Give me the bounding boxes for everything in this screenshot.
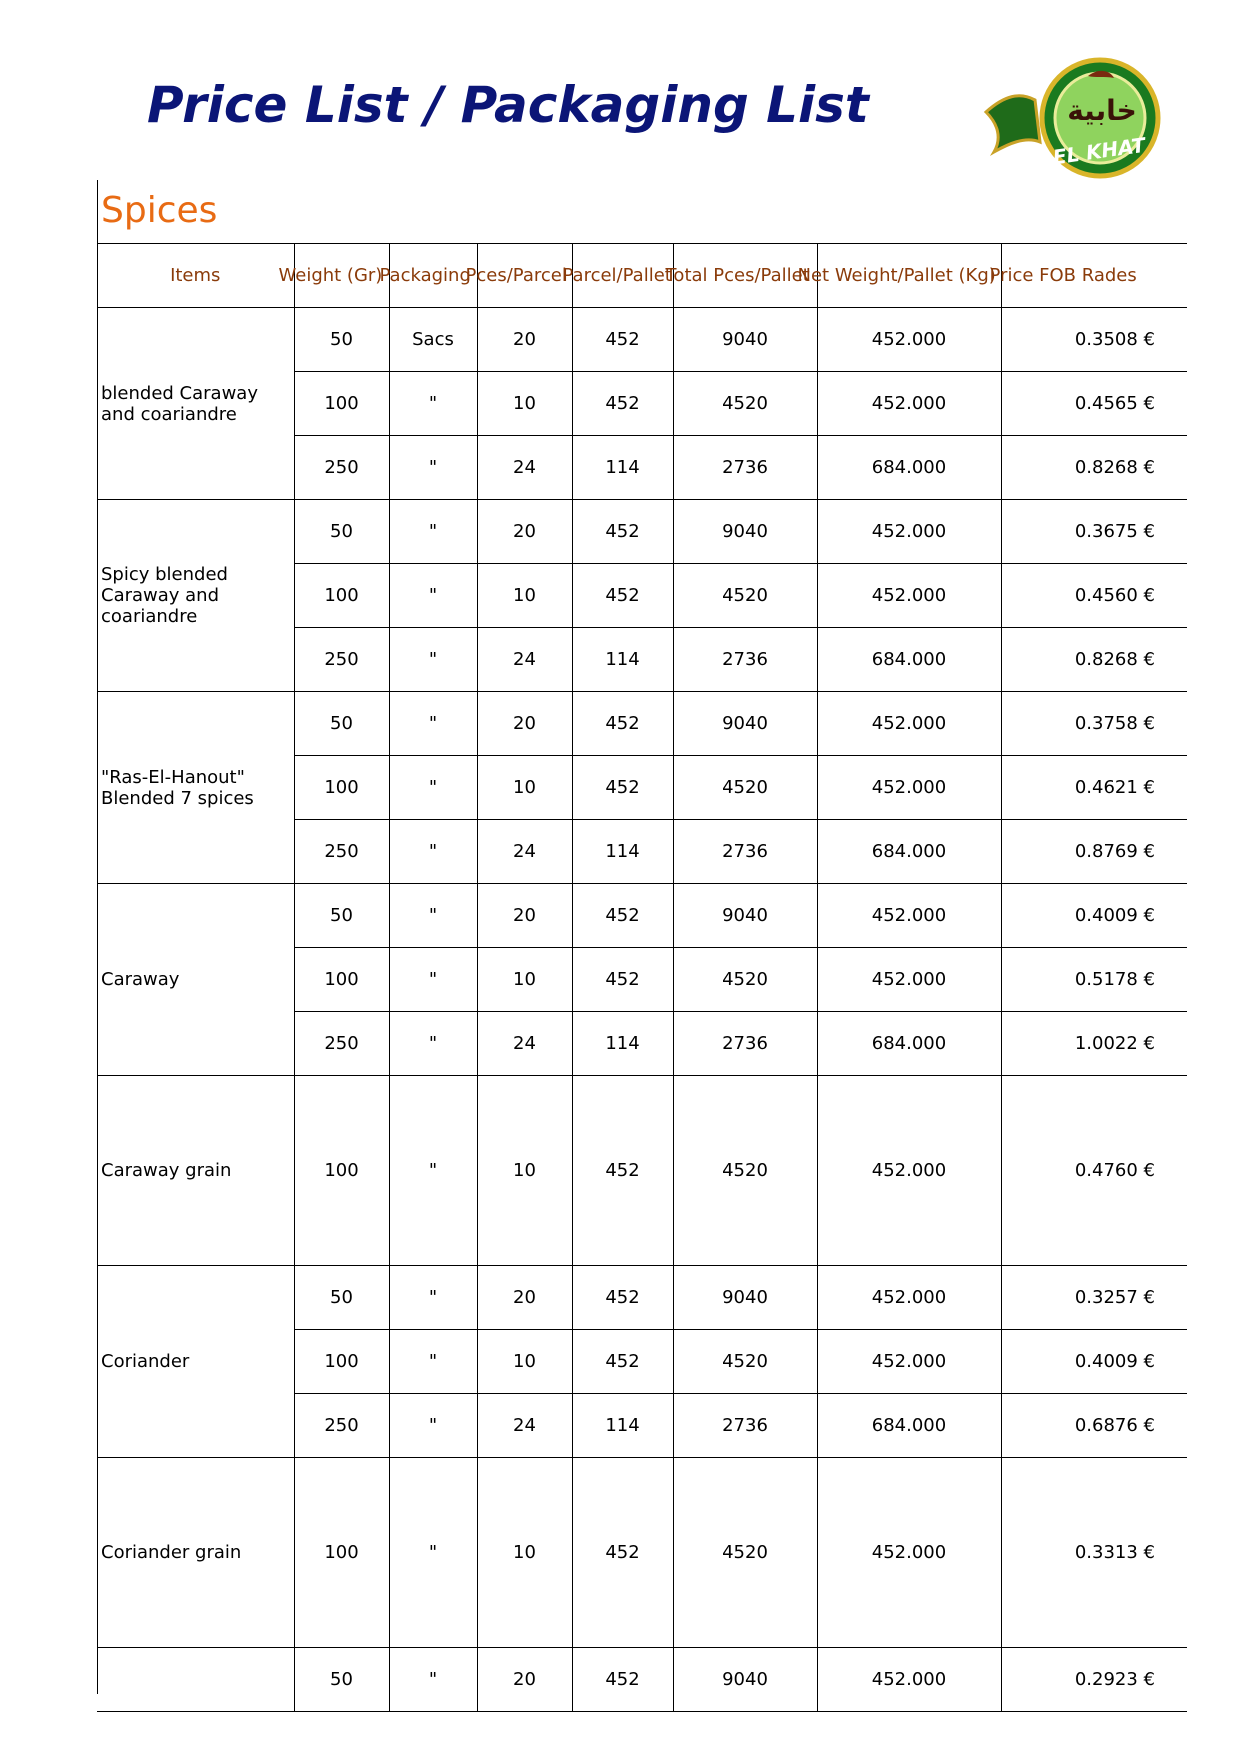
- parcel-pallet-cell: 452: [572, 372, 673, 436]
- weight-cell: 100: [294, 756, 389, 820]
- parcel-pallet-cell: 452: [572, 1458, 673, 1648]
- packaging-cell: ": [389, 884, 477, 948]
- pces-parcel-cell: 24: [477, 820, 572, 884]
- weight-cell: 100: [294, 1330, 389, 1394]
- weight-cell: 50: [294, 1266, 389, 1330]
- price-cell: 0.4009 €: [1001, 1330, 1187, 1394]
- price-cell: 0.5178 €: [1001, 948, 1187, 1012]
- parcel-pallet-cell: 452: [572, 1330, 673, 1394]
- net-weight-cell: 452.000: [817, 692, 1001, 756]
- item-name-cell: [97, 1266, 294, 1458]
- total-pces-cell: 2736: [673, 1012, 817, 1076]
- total-pces-cell: 2736: [673, 436, 817, 500]
- pces-parcel-cell: 24: [477, 1012, 572, 1076]
- packaging-cell: ": [389, 1394, 477, 1458]
- col-header: Pces/Parcel: [477, 244, 572, 308]
- net-weight-cell: 684.000: [817, 628, 1001, 692]
- total-pces-cell: 2736: [673, 628, 817, 692]
- table-row: [97, 1458, 1187, 1648]
- weight-cell: 250: [294, 436, 389, 500]
- weight-cell: 50: [294, 308, 389, 372]
- item-name: blended Caraway and coariandre: [101, 382, 258, 425]
- price-cell: 0.4565 €: [1001, 372, 1187, 436]
- weight-cell: 100: [294, 948, 389, 1012]
- parcel-pallet-cell: 114: [572, 1012, 673, 1076]
- price-cell: 0.4009 €: [1001, 884, 1187, 948]
- parcel-pallet-cell: 114: [572, 1394, 673, 1458]
- pces-parcel-cell: 20: [477, 308, 572, 372]
- total-pces-cell: 4520: [673, 372, 817, 436]
- pces-parcel-cell: 20: [477, 1266, 572, 1330]
- price-cell: 0.3675 €: [1001, 500, 1187, 564]
- packaging-cell: ": [389, 948, 477, 1012]
- pces-parcel-cell: 24: [477, 1394, 572, 1458]
- total-pces-cell: 4520: [673, 756, 817, 820]
- col-header: Weight (Gr): [294, 244, 389, 308]
- parcel-pallet-cell: 452: [572, 884, 673, 948]
- item-name: Coriander grain: [101, 1542, 242, 1563]
- price-cell: 0.3758 €: [1001, 692, 1187, 756]
- logo-latin-text: EL KHAT: [1051, 132, 1147, 170]
- net-weight-cell: 452.000: [817, 1266, 1001, 1330]
- table-row: [97, 1648, 1187, 1712]
- net-weight-cell: 452.000: [817, 564, 1001, 628]
- page-title: Price List / Packaging List: [147, 76, 869, 134]
- packaging-cell: ": [389, 436, 477, 500]
- brand-logo: [980, 40, 1150, 172]
- weight-cell: 250: [294, 1394, 389, 1458]
- price-cell: 0.8268 €: [1001, 436, 1187, 500]
- net-weight-cell: 452.000: [817, 308, 1001, 372]
- pces-parcel-cell: 24: [477, 628, 572, 692]
- pces-parcel-cell: 20: [477, 692, 572, 756]
- parcel-pallet-cell: 114: [572, 628, 673, 692]
- item-name: Caraway: [101, 969, 180, 990]
- total-pces-cell: 4520: [673, 948, 817, 1012]
- packaging-cell: ": [389, 692, 477, 756]
- net-weight-cell: 452.000: [817, 500, 1001, 564]
- weight-cell: 100: [294, 1076, 389, 1266]
- col-header: Packaging: [389, 244, 477, 308]
- item-name-cell: [97, 1076, 294, 1266]
- parcel-pallet-cell: 452: [572, 564, 673, 628]
- packaging-cell: ": [389, 1012, 477, 1076]
- parcel-pallet-cell: 452: [572, 500, 673, 564]
- net-weight-cell: 684.000: [817, 820, 1001, 884]
- packaging-cell: ": [389, 1648, 477, 1712]
- total-pces-cell: 9040: [673, 500, 817, 564]
- pces-parcel-cell: 10: [477, 564, 572, 628]
- table-row: [97, 692, 1187, 756]
- parcel-pallet-cell: 452: [572, 756, 673, 820]
- price-cell: 0.4560 €: [1001, 564, 1187, 628]
- table-row: [97, 500, 1187, 564]
- weight-cell: 50: [294, 884, 389, 948]
- total-pces-cell: 9040: [673, 1266, 817, 1330]
- price-cell: 0.6876 €: [1001, 1394, 1187, 1458]
- price-cell: 0.3313 €: [1001, 1458, 1187, 1648]
- pces-parcel-cell: 20: [477, 884, 572, 948]
- price-cell: 0.3508 €: [1001, 308, 1187, 372]
- net-weight-cell: 452.000: [817, 884, 1001, 948]
- table-row: [97, 1266, 1187, 1330]
- item-name: Coriander: [101, 1351, 190, 1372]
- item-name-cell: [97, 308, 294, 500]
- section-title: Spices: [101, 190, 218, 231]
- total-pces-cell: 4520: [673, 1076, 817, 1266]
- weight-cell: 50: [294, 1648, 389, 1712]
- net-weight-cell: 452.000: [817, 948, 1001, 1012]
- parcel-pallet-cell: 114: [572, 820, 673, 884]
- total-pces-cell: 9040: [673, 308, 817, 372]
- packaging-cell: ": [389, 564, 477, 628]
- weight-cell: 100: [294, 372, 389, 436]
- pces-parcel-cell: 10: [477, 1076, 572, 1266]
- parcel-pallet-cell: 452: [572, 1648, 673, 1712]
- total-pces-cell: 9040: [673, 1648, 817, 1712]
- weight-cell: 100: [294, 1458, 389, 1648]
- pces-parcel-cell: 20: [477, 500, 572, 564]
- price-cell: 0.3257 €: [1001, 1266, 1187, 1330]
- item-name-cell: [97, 1458, 294, 1648]
- price-table: [97, 243, 1155, 1712]
- item-name-cell: [97, 692, 294, 884]
- weight-cell: 250: [294, 820, 389, 884]
- col-header: Net Weight/Pallet (Kg): [817, 244, 1001, 308]
- item-name: Caraway grain: [101, 1160, 232, 1181]
- price-cell: 0.8268 €: [1001, 628, 1187, 692]
- table-row: [97, 1076, 1187, 1266]
- col-header: Price FOB Rades: [1001, 244, 1187, 308]
- item-name: Spicy blended Caraway and coariandre: [101, 564, 228, 627]
- packaging-cell: ": [389, 756, 477, 820]
- total-pces-cell: 4520: [673, 1330, 817, 1394]
- parcel-pallet-cell: 452: [572, 1266, 673, 1330]
- col-header: Items: [97, 244, 294, 308]
- price-cell: 0.4621 €: [1001, 756, 1187, 820]
- net-weight-cell: 684.000: [817, 1394, 1001, 1458]
- net-weight-cell: 452.000: [817, 1330, 1001, 1394]
- parcel-pallet-cell: 452: [572, 692, 673, 756]
- packaging-cell: ": [389, 628, 477, 692]
- total-pces-cell: 4520: [673, 1458, 817, 1648]
- net-weight-cell: 684.000: [817, 1012, 1001, 1076]
- weight-cell: 50: [294, 692, 389, 756]
- item-name-cell: [97, 884, 294, 1076]
- pces-parcel-cell: 10: [477, 948, 572, 1012]
- parcel-pallet-cell: 452: [572, 308, 673, 372]
- table-row: [97, 308, 1187, 372]
- packaging-cell: ": [389, 820, 477, 884]
- item-name-cell: [97, 500, 294, 692]
- total-pces-cell: 2736: [673, 1394, 817, 1458]
- pces-parcel-cell: 24: [477, 436, 572, 500]
- net-weight-cell: 452.000: [817, 1458, 1001, 1648]
- price-cell: 0.8769 €: [1001, 820, 1187, 884]
- net-weight-cell: 684.000: [817, 436, 1001, 500]
- table-header-row: [97, 244, 1187, 308]
- pces-parcel-cell: 20: [477, 1648, 572, 1712]
- parcel-pallet-cell: 452: [572, 948, 673, 1012]
- packaging-cell: ": [389, 1076, 477, 1266]
- total-pces-cell: 9040: [673, 692, 817, 756]
- col-header: Parcel/Pallet: [572, 244, 673, 308]
- total-pces-cell: 4520: [673, 564, 817, 628]
- price-cell: 0.4760 €: [1001, 1076, 1187, 1266]
- parcel-pallet-cell: 114: [572, 436, 673, 500]
- pces-parcel-cell: 10: [477, 372, 572, 436]
- packaging-cell: ": [389, 500, 477, 564]
- packaging-cell: Sacs: [389, 308, 477, 372]
- net-weight-cell: 452.000: [817, 372, 1001, 436]
- pces-parcel-cell: 10: [477, 1458, 572, 1648]
- parcel-pallet-cell: 452: [572, 1076, 673, 1266]
- weight-cell: 250: [294, 1012, 389, 1076]
- table-row: [97, 884, 1187, 948]
- pces-parcel-cell: 10: [477, 756, 572, 820]
- weight-cell: 50: [294, 500, 389, 564]
- price-cell: 0.2923 €: [1001, 1648, 1187, 1712]
- logo-arabic-text: خابية: [1067, 94, 1137, 127]
- total-pces-cell: 2736: [673, 820, 817, 884]
- total-pces-cell: 9040: [673, 884, 817, 948]
- weight-cell: 250: [294, 628, 389, 692]
- packaging-cell: ": [389, 1330, 477, 1394]
- packaging-cell: ": [389, 1266, 477, 1330]
- item-name: "Ras-El-Hanout" Blended 7 spices: [101, 766, 254, 809]
- packaging-cell: ": [389, 1458, 477, 1648]
- weight-cell: 100: [294, 564, 389, 628]
- net-weight-cell: 452.000: [817, 1076, 1001, 1266]
- net-weight-cell: 452.000: [817, 756, 1001, 820]
- col-header: Total Pces/Pallet: [673, 244, 817, 308]
- price-cell: 1.0022 €: [1001, 1012, 1187, 1076]
- pces-parcel-cell: 10: [477, 1330, 572, 1394]
- net-weight-cell: 452.000: [817, 1648, 1001, 1712]
- packaging-cell: ": [389, 372, 477, 436]
- item-name-cell: [97, 1648, 294, 1712]
